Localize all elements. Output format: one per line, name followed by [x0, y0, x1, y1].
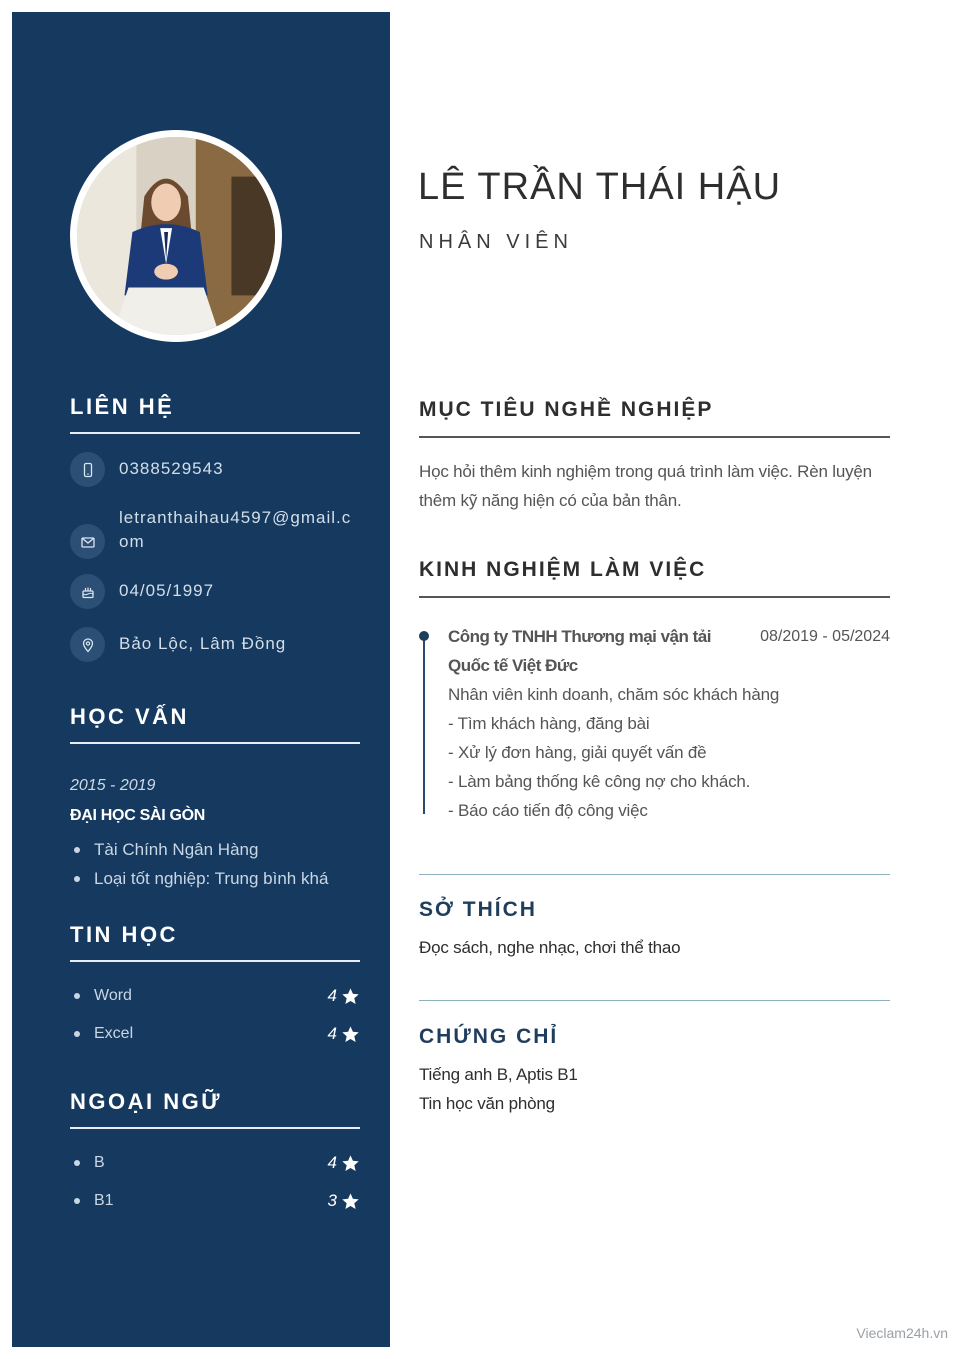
certificate-item: Tin học văn phòng [419, 1094, 555, 1113]
contact-section-title: LIÊN HỆ [70, 394, 175, 419]
bullet-icon [74, 993, 80, 999]
experience-company: Công ty TNHH Thương mại vận tải Quốc tế Việt Đức [448, 627, 711, 675]
experience-divider [419, 596, 890, 598]
education-section-title: HỌC VẤN [70, 704, 189, 729]
it-skills-section-title: TIN HỌC [70, 922, 178, 947]
hobbies-text: Đọc sách, nghe nhạc, chơi thể thao [419, 938, 681, 957]
phone-number: 0388529543 [119, 459, 224, 478]
list-item: Tài Chính Ngân Hàng [70, 835, 370, 864]
timeline-line [423, 638, 425, 814]
contact-address-row [70, 627, 360, 662]
list-item: - Báo cáo tiến độ công việc [448, 801, 648, 820]
birth-date: 04/05/1997 [119, 581, 215, 600]
skill-row-excel [70, 1022, 360, 1046]
certificates-section-title: CHỨNG CHỈ [419, 1025, 559, 1048]
contact-birthday-row [70, 574, 360, 609]
star-icon [341, 1025, 360, 1044]
avatar [70, 130, 282, 342]
objective-section-title: MỤC TIÊU NGHỀ NGHIỆP [419, 398, 714, 421]
bullet-icon [74, 1160, 80, 1166]
experience-section-title: KINH NGHIỆM LÀM VIỆC [419, 558, 707, 581]
education-details [70, 835, 370, 893]
language-level: 3 [327, 1191, 337, 1210]
education-divider [70, 742, 360, 744]
mail-icon [70, 524, 105, 559]
contact-divider [70, 432, 360, 434]
objective-text: Học hỏi thêm kinh nghiệm trong quá trình làm việc. Rèn luyện thêm kỹ năng hiện có của bản thân. [419, 462, 872, 510]
star-icon [341, 1192, 360, 1211]
language-name: B [94, 1154, 105, 1171]
star-icon [341, 1154, 360, 1173]
watermark: Vieclam24h.vn [856, 1325, 948, 1341]
star-icon [341, 987, 360, 1006]
email-address[interactable]: letranthaihau4597@gmail.com [119, 508, 352, 551]
hobbies-top-divider [419, 874, 890, 875]
language-name: B1 [94, 1192, 114, 1209]
contact-phone-row [70, 452, 360, 487]
language-level: 4 [327, 1153, 337, 1172]
skill-name: Word [94, 987, 132, 1004]
language-row-b [70, 1151, 360, 1175]
list-item: Nhân viên kinh doanh, chăm sóc khách hàng [448, 685, 780, 704]
languages-divider [70, 1127, 360, 1129]
languages-section-title: NGOẠI NGỮ [70, 1089, 222, 1114]
certificate-item: Tiếng anh B, Aptis B1 [419, 1065, 578, 1084]
candidate-position: NHÂN VIÊN [419, 231, 573, 253]
location-pin-icon [70, 627, 105, 662]
list-item: - Làm bảng thống kê công nợ cho khách. [448, 772, 751, 791]
certificates-top-divider [419, 1000, 890, 1001]
skill-level: 4 [327, 1024, 337, 1043]
phone-icon [70, 452, 105, 487]
portrait-photo [77, 137, 275, 335]
education-years: 2015 - 2019 [70, 777, 156, 794]
sidebar [12, 12, 390, 1347]
education-school: ĐẠI HỌC SÀI GÒN [70, 807, 206, 824]
experience-details [448, 680, 888, 825]
list-item: - Xử lý đơn hàng, giải quyết vấn đề [448, 743, 707, 762]
birthday-cake-icon [70, 574, 105, 609]
bullet-icon [74, 1031, 80, 1037]
objective-divider [419, 436, 890, 438]
candidate-name: LÊ TRẦN THÁI HẬU [418, 166, 782, 208]
contact-email-row [70, 508, 360, 559]
bullet-icon [74, 1198, 80, 1204]
skill-name: Excel [94, 1025, 134, 1042]
list-item: Loại tốt nghiệp: Trung bình khá [70, 864, 370, 893]
experience-period: 08/2019 - 05/2024 [760, 628, 890, 645]
it-skills-divider [70, 960, 360, 962]
list-item: - Tìm khách hàng, đăng bài [448, 714, 650, 733]
skill-row-word [70, 984, 360, 1008]
skill-level: 4 [327, 986, 337, 1005]
timeline-dot [419, 631, 429, 641]
language-row-b1 [70, 1189, 360, 1213]
hobbies-section-title: SỞ THÍCH [419, 898, 537, 921]
address: Bảo Lộc, Lâm Đồng [119, 634, 287, 653]
